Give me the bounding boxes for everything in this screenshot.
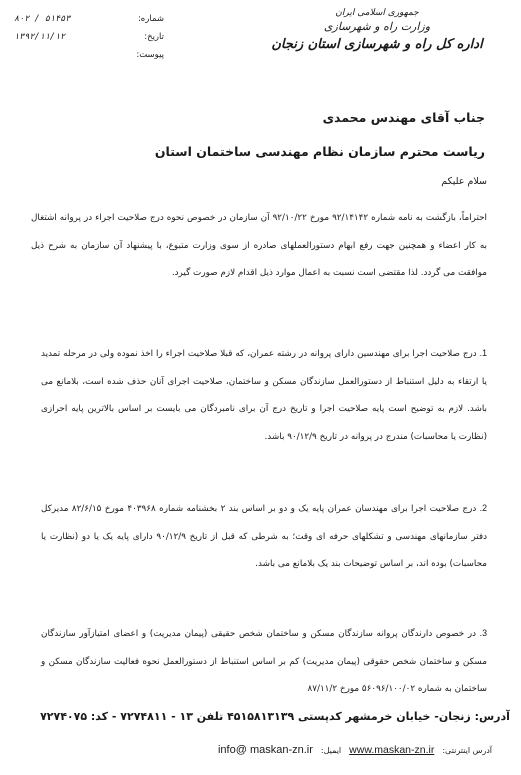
greeting: سلام علیکم [441,176,487,187]
recipient-name: جناب آقای مهندس محمدی [322,110,485,125]
letter-meta [14,10,164,64]
list-item [41,620,487,704]
website-label: آدرس اینترنتی: [442,746,492,755]
letterhead-country: جمهوری اسلامی ایران [335,8,419,18]
email-label: ایمیل: [320,746,342,755]
attachment-label: پیوست: [136,50,164,60]
letterhead [267,8,487,52]
intro-paragraph: احتراماً، بازگشت به نامه شماره ۹۲/۱۴۱۴۲ مورخ ۹۲/۱۰/۲۲ آن سازمان در خصوص نحوه درج صلاحیت اجراء در پروانه اشتغال به کار اعضاء و همچنین جهت رفع ابهام دستورالعملهای صادره از سوی وزارت متبوع، با پیشنهاد آن سازمان به شرح ذیل موافقت می گردد. لذا مقتضی است نسبت به اعمال موارد ذیل اقدام لازم صورت گیرد. [31,213,487,279]
date-value: ۱۳۹۲/۱۱/۱۲ [14,32,66,42]
item-text: درج صلاحیت اجرا برای مهندسین دارای پروانه در رشته عمران، که قبلا صلاحیت اجراء را اخذ نموده ولی در مرحله تمدید یا ارتقاء به دلیل استنباط از دستورالعمل سازندگان مسکن و ساختمان، صلاحیت اجرای آنان حذف شده است، بلامانع می باشد. لازم به توضیح است پایه صلاحیت اجرا و تاریخ درج آن برای نامبردگان می بایست بر اساس بالاترین پایه احرازی (نظارت یا محاسبات) مندرج در پروانه در تاریخ ۹۰/۱۲/۹ باشد. [41,349,487,442]
item-number: 3. [479,628,488,638]
item-number: 1. [479,348,488,358]
website-link[interactable]: www.maskan-zn.ir [349,744,435,756]
list-item [41,495,487,579]
item-number: 2. [479,503,488,513]
footer-contacts [52,744,492,756]
list-item [41,340,487,451]
number-value: ۵۱۴۵۳ / ۸۰۲ [14,14,71,24]
number-label: شماره: [137,14,164,24]
item-text: در خصوص دارندگان پروانه سازندگان مسکن و ساختمان شخص حقیقی (پیمان مدیریت) و اعضای امتیازآور سازندگان مسکن و ساختمان شخص حقوقی (پیمان مدیریت) کم بر اساس استنباط از دستورالعمل نحوه فعالیت سازندگان مسکن و ساختمان به شماره ۵۶۰۹۶/۱۰۰/۰۲ مورخ ۸۷/۱۱/۲ [41,629,487,695]
letterhead-ministry: وزارت راه و شهرسازی [323,20,431,33]
item-text: درج صلاحیت اجرا برای مهندسان عمران پایه یک و دو بر اساس بند ۲ بخشنامه شماره ۴۰۳۹۶۸ مورخ ۸۲/۶/۱۵ مدیرکل دفتر سازمانهای مهندسی و تشکلهای حرفه ای وقت؛ به شرطی که قبل از تاریخ ۹۰/۱۲/۹ دارای پایه یک یا دو (نظارت یا محاسبات) بوده اند، بر اساس توضیحات بند یک بلامانع می باشد. [41,504,487,570]
date-label: تاریخ: [144,32,164,42]
footer-address: آدرس: زنجان- خیابان خرمشهر کدپستی ۴۵۱۵۸۱۳۱۳۹ تلفن ۱۳ - ۷۲۷۴۸۱۱ - کد: ۷۲۷۴۰۷۵ [40,710,510,723]
letterhead-office: اداره کل راه و شهرسازی استان زنجان [271,37,483,52]
recipient-block [155,110,485,159]
recipient-title: ریاست محترم سازمان نظام مهندسی ساختمان استان [154,144,485,159]
email-link[interactable]: info@ maskan-zn.ir [217,744,313,756]
